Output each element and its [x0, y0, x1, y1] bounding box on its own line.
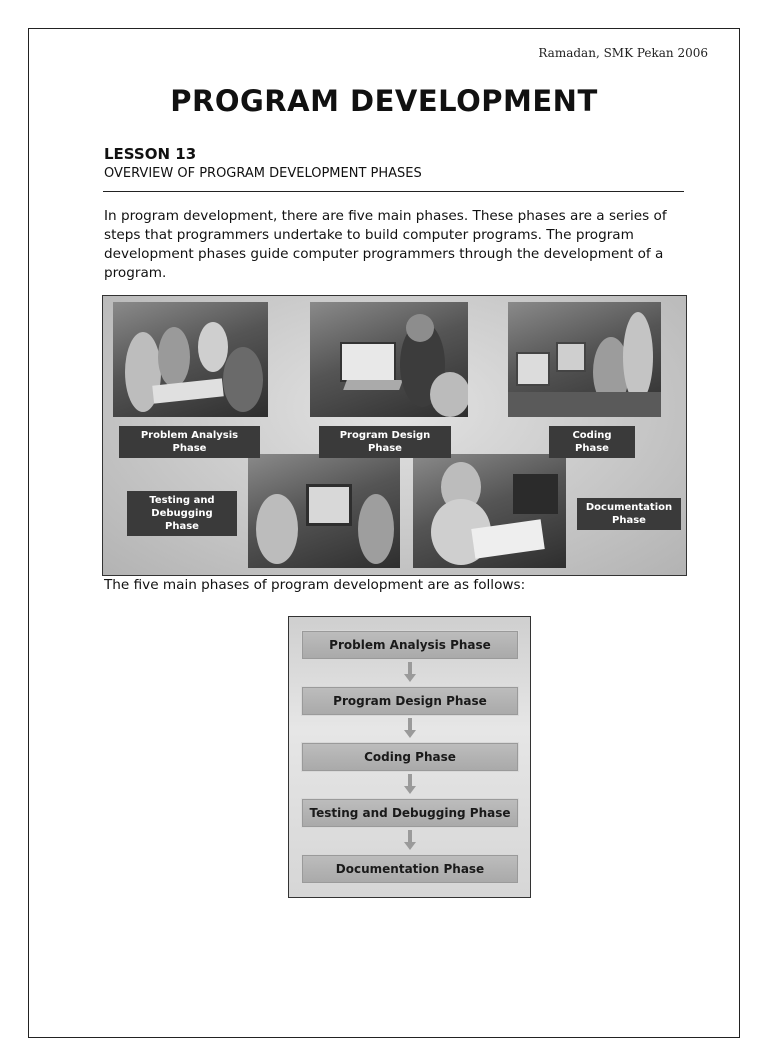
down-arrow-icon — [404, 830, 416, 850]
lesson-divider — [103, 191, 684, 192]
photo-documentation — [413, 454, 566, 568]
page-title: PROGRAM DEVELOPMENT — [170, 84, 598, 118]
collage-caption: The five main phases of program development are as follows: — [104, 577, 526, 593]
label-testing-line2: Debugging Phase — [151, 508, 213, 532]
intro-paragraph: In program development, there are five main phases. These phases are a series of steps that programmers undertake to build computer programs. The program development phases guide computer programmers through the development of a program. — [104, 208, 667, 281]
header-note: Ramadan, SMK Pekan 2006 — [538, 46, 708, 60]
down-arrow-icon — [404, 718, 416, 738]
down-arrow-icon — [404, 662, 416, 682]
label-documentation — [577, 498, 681, 530]
photo-coding — [508, 302, 661, 417]
photo-problem-analysis — [113, 302, 268, 417]
flow-step-documentation: Documentation Phase — [301, 854, 519, 884]
photo-testing — [248, 454, 400, 568]
label-coding: Coding Phase — [549, 426, 635, 458]
flow-step-problem-analysis: Problem Analysis Phase — [301, 630, 519, 660]
phases-collage — [102, 295, 687, 576]
flow-step-testing-debugging: Testing and Debugging Phase — [301, 798, 519, 828]
photo-program-design — [310, 302, 468, 417]
flow-step-coding: Coding Phase — [301, 742, 519, 772]
phases-flowchart — [288, 616, 531, 898]
label-problem-analysis: Problem Analysis Phase — [119, 426, 260, 458]
label-documentation-line1: Documentation — [585, 502, 673, 513]
label-testing-line1: Testing and — [149, 495, 215, 506]
lesson-subtitle: OVERVIEW OF PROGRAM DEVELOPMENT PHASES — [104, 166, 422, 181]
label-program-design: Program Design Phase — [319, 426, 451, 458]
lesson-number: LESSON 13 — [104, 145, 197, 163]
down-arrow-icon — [404, 774, 416, 794]
label-testing-debugging — [127, 491, 237, 536]
flow-step-program-design: Program Design Phase — [301, 686, 519, 716]
label-documentation-line2: Phase — [612, 515, 646, 526]
